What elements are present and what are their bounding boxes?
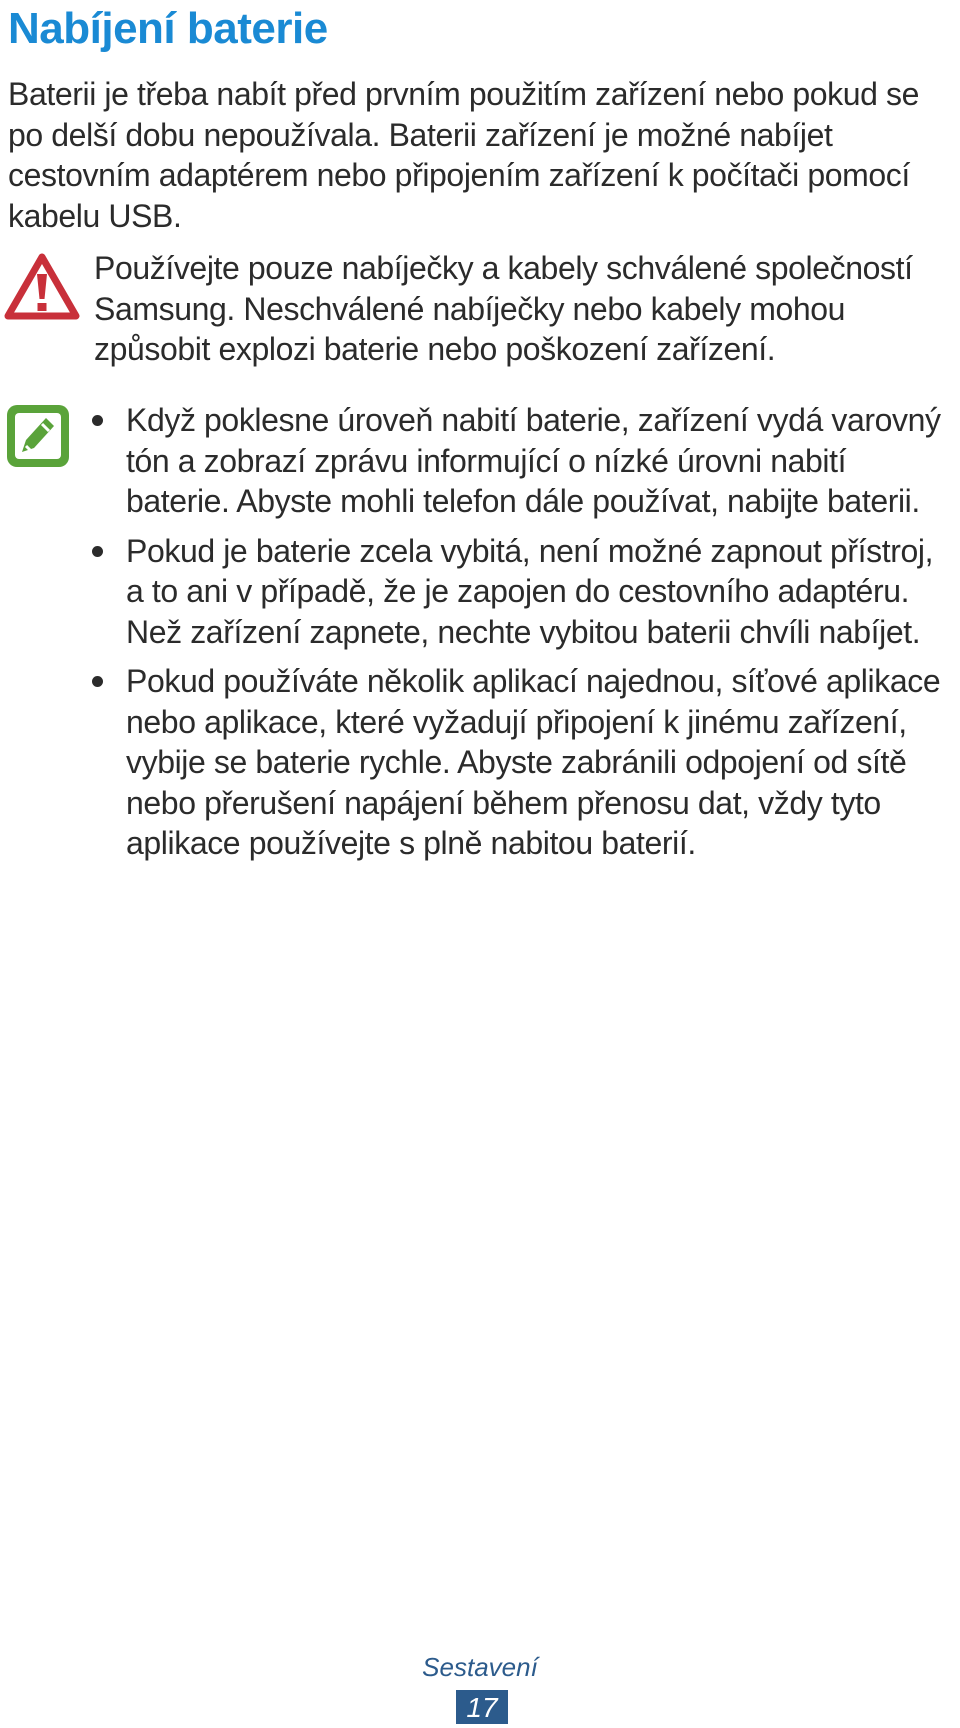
intro-paragraph: Baterii je třeba nabít před prvním použitím zařízení nebo pokud se po delší dobu nepoužívala. Baterii zařízení je možné nabíjet cestovním adaptérem nebo připojením zařízení k počítači pomocí kabelu USB. (8, 76, 920, 234)
warning-triangle-icon (4, 252, 80, 322)
list-item (92, 400, 958, 522)
list-item-text: Pokud používáte několik aplikací najednou, síťové aplikace nebo aplikace, které vyžadují připojení k jinému zařízení, vybije se baterie rychle. Abyste zabránili odpojení od sítě nebo přerušení napájení během přenosu dat, vždy tyto aplikace používejte s plně nabitou baterií. (126, 663, 941, 861)
bullet-icon (92, 676, 103, 687)
warning-text: Používejte pouze nabíječky a kabely schválené společností Samsung. Neschválené nabíječky nebo kabely mohou způsobit explozi baterie nebo poškození zařízení. (94, 250, 913, 367)
note-list (92, 400, 958, 873)
list-item (92, 661, 958, 864)
page-title: Nabíjení baterie (8, 4, 328, 53)
note-pencil-icon (4, 402, 72, 470)
bullet-icon (92, 415, 103, 426)
list-item-text: Pokud je baterie zcela vybitá, není možné zapnout přístroj, a to ani v případě, že je zapojen do cestovního adaptéru. Než zařízení zapnete, nechte vybitou baterii chvíli nabíjet. (126, 532, 934, 650)
list-item-text: Když poklesne úroveň nabití baterie, zařízení vydá varovný tón a zobrazí zprávu informující o nízké úrovni nabití baterie. Abyste mohli telefon dále používat, nabijte baterii. (126, 402, 941, 519)
bullet-icon (92, 546, 103, 557)
list-item (92, 531, 958, 653)
footer-section-name: Sestavení (422, 1652, 538, 1682)
page-number: 17 (456, 1690, 508, 1724)
